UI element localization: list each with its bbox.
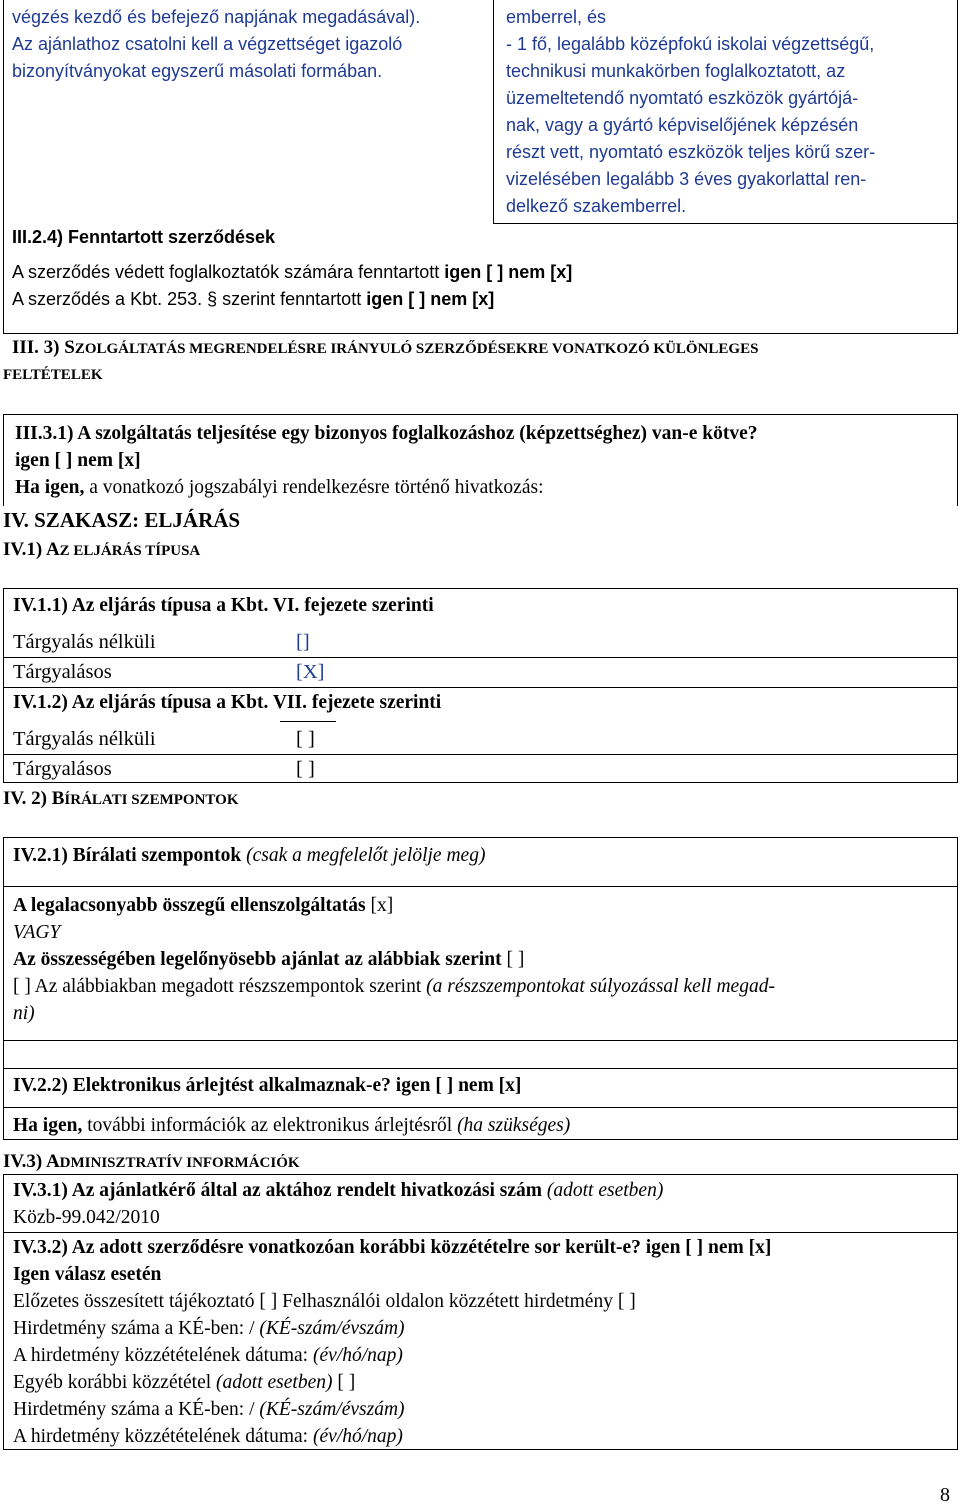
- criteria-heading-italic: (csak a megfelelőt jelölje meg): [241, 845, 486, 866]
- table-rule: [3, 1232, 958, 1233]
- prior-line-text: Egyéb korábbi közzététel: [13, 1372, 217, 1393]
- procedure-vii-row-checkbox[interactable]: [ ]: [296, 758, 315, 780]
- reserved-line-1-choice: igen [ ] nem [x]: [444, 262, 573, 282]
- page-number: 8: [940, 1484, 950, 1506]
- criteria-best-value-checkbox[interactable]: [ ]: [501, 949, 525, 970]
- prior-publication-line: [13, 1342, 403, 1369]
- procedure-vi-row-label: Tárgyalás nélküli: [13, 631, 156, 653]
- section-4-1-num: IV.1) A: [3, 539, 60, 560]
- criteria-best-value: [13, 946, 524, 973]
- procedure-vii-heading: IV.1.2) Az eljárás típusa a Kbt. VII. fejezete szerinti: [13, 692, 442, 713]
- auction-info: [13, 1112, 570, 1139]
- criteria-heading: [13, 842, 485, 869]
- reference-number-heading: [13, 1177, 663, 1204]
- reference-number-value: Közb-99.042/2010: [13, 1207, 160, 1228]
- auction-heading: IV.2.2) Elektronikus árlejtést alkalmaznak-e? igen [ ] nem [x]: [13, 1075, 522, 1096]
- criteria-subcriteria-text: [ ] Az alábbiakban megadott részszempontok szerint: [13, 976, 427, 997]
- section-4-2-rest: ÍRÁLATI SZEMPONTOK: [64, 792, 239, 808]
- procedure-vi-row-checkbox[interactable]: [X]: [296, 661, 325, 683]
- reserved-line-2-choice: igen [ ] nem [x]: [366, 289, 495, 309]
- table-rule: [3, 657, 958, 658]
- top-left-line: bizonyítványokat egyszerű másolati formában.: [12, 61, 383, 81]
- criteria-subcriteria-italic: (a részszempontokat súlyozással kell megad-: [426, 976, 775, 997]
- procedure-vii-row-label: Tárgyalásos: [13, 758, 112, 780]
- prior-line-text: Hirdetmény száma a KÉ-ben: /: [13, 1399, 260, 1420]
- top-left-line: végzés kezdő és befejező napjának megadásával).: [12, 7, 421, 27]
- table-rule: [3, 687, 958, 688]
- section-heading-3-2-4: III.2.4) Fenntartott szerződések: [12, 227, 276, 247]
- prior-publication-line: Előzetes összesített tájékoztató [ ] Felhasználói oldalon közzétett hirdetmény [ ]: [13, 1291, 636, 1312]
- section-4-3-rest: DMINISZTRATÍV INFORMÁCIÓK: [59, 1155, 300, 1171]
- criteria-subcriteria: [13, 973, 775, 1000]
- prior-line-checkbox[interactable]: [ ]: [332, 1372, 356, 1393]
- section-4-2-heading: [3, 785, 238, 814]
- procedure-vi-heading: IV.1.1) Az eljárás típusa a Kbt. VI. fejezete szerinti: [13, 595, 434, 616]
- section-4-3-num: IV.3) A: [3, 1151, 60, 1172]
- section-4-2-num: IV. 2) B: [3, 788, 65, 809]
- table-rule: [280, 721, 336, 722]
- reserved-line-1: [12, 259, 572, 286]
- criteria-lowest-price: [13, 892, 393, 919]
- top-right-line: részt vett, nyomtató eszközök teljes körű szer-: [506, 142, 876, 162]
- prior-line-text: A hirdetmény közzétételének dátuma:: [13, 1345, 313, 1366]
- reference-number-heading-bold: IV.3.1) Az ajánlatkérő által az aktához rendelt hivatkozási szám: [13, 1180, 543, 1201]
- top-right-line: delkező szakemberrel.: [506, 196, 687, 216]
- prior-publication-sub: Igen válasz esetén: [13, 1264, 162, 1285]
- section-4-title: IV. SZAKASZ: ELJÁRÁS: [3, 508, 241, 532]
- qualification-question: III.3.1) A szolgáltatás teljesítése egy bizonyos foglalkozáshoz (képzettséghez) van-e kötve?: [15, 423, 758, 444]
- top-right-line: - 1 fő, legalább középfokú iskolai végzettségű,: [506, 34, 875, 54]
- top-left-line: Az ajánlathoz csatolni kell a végzettséget igazoló: [12, 34, 403, 54]
- table-rule: [3, 1107, 958, 1108]
- procedure-vi-row-checkbox[interactable]: []: [296, 631, 310, 653]
- table-rule: [3, 886, 958, 887]
- prior-publication-line: [13, 1423, 403, 1450]
- auction-info-rest: további információk az elektronikus árlejtésről: [82, 1115, 458, 1136]
- top-right-line: technikusi munkakörben foglalkoztatott, az: [506, 61, 846, 81]
- reserved-line-2-text: A szerződés a Kbt. 253. § szerint fenntartott: [12, 289, 367, 309]
- reserved-line-1-text: A szerződés védett foglalkoztatók számára fenntartott: [12, 262, 445, 282]
- section-heading-3-3-rest: ZOLGÁLTATÁS MEGRENDELÉSRE IRÁNYULÓ SZERZŐDÉSEKRE VONATKOZÓ KÜLÖNLEGES: [74, 341, 759, 357]
- auction-info-italic: (ha szükséges): [457, 1115, 571, 1136]
- table-rule: [3, 754, 958, 755]
- top-right-line: emberrel, és: [506, 7, 607, 27]
- criteria-heading-bold: IV.2.1) Bírálati szempontok: [13, 845, 242, 866]
- reserved-line-2: [12, 286, 494, 313]
- prior-publication-line: [13, 1315, 405, 1342]
- prior-line-italic: (év/hó/nap): [312, 1345, 403, 1366]
- criteria-or: VAGY: [13, 922, 61, 943]
- qualification-reference: [15, 474, 544, 501]
- auction-info-bold: Ha igen,: [13, 1115, 83, 1136]
- prior-line-italic: (adott esetben): [216, 1372, 333, 1393]
- prior-publication-line: [13, 1396, 405, 1423]
- criteria-best-value-label: Az összességében legelőnyösebb ajánlat az alábbiak szerint: [13, 949, 502, 970]
- procedure-vii-row-label: Tárgyalás nélküli: [13, 728, 156, 750]
- section-heading-3-3-num: III. 3) S: [12, 337, 75, 358]
- prior-line-italic: (KÉ-szám/évszám): [259, 1318, 405, 1339]
- prior-line-text: Hirdetmény száma a KÉ-ben: /: [13, 1318, 260, 1339]
- section-heading-3-3: [12, 334, 758, 363]
- table-rule: [3, 1040, 958, 1041]
- prior-publication-heading: IV.3.2) Az adott szerződésre vonatkozóan korábbi közzétételre sor került-e? igen [ ] nem [x]: [13, 1237, 772, 1258]
- top-right-line: üzemeltetendő nyomtató eszközök gyártójá-: [506, 88, 859, 108]
- section-4-1-rest: Z ELJÁRÁS TÍPUSA: [59, 543, 201, 559]
- procedure-vii-row-checkbox[interactable]: [ ]: [296, 728, 315, 750]
- qualification-reference-rest: a vonatkozó jogszabályi rendelkezésre történő hivatkozás:: [84, 477, 544, 498]
- reference-number-heading-italic: (adott esetben): [542, 1180, 664, 1201]
- prior-line-italic: (KÉ-szám/évszám): [259, 1399, 405, 1420]
- top-right-line: vizelésében legalább 3 éves gyakorlattal ren-: [506, 169, 867, 189]
- section-4-3-heading: [3, 1148, 300, 1177]
- prior-line-italic: (év/hó/nap): [312, 1426, 403, 1447]
- criteria-lowest-price-label: A legalacsonyabb összegű ellenszolgáltatás: [13, 895, 366, 916]
- qualification-answer: igen [ ] nem [x]: [15, 450, 141, 471]
- criteria-subcriteria-line2: ni): [13, 1003, 35, 1024]
- prior-line-text: A hirdetmény közzétételének dátuma:: [13, 1426, 313, 1447]
- section-4-1-heading: [3, 536, 200, 565]
- section-heading-3-3-line2: FELTÉTELEK: [3, 367, 103, 383]
- qualification-reference-bold: Ha igen,: [15, 477, 85, 498]
- criteria-lowest-price-checkbox[interactable]: [x]: [365, 895, 394, 916]
- table-rule: [3, 1068, 958, 1069]
- prior-publication-line: [13, 1369, 355, 1396]
- top-right-line: nak, vagy a gyártó képviselőjének képzésén: [506, 115, 859, 135]
- procedure-vi-row-label: Tárgyalásos: [13, 661, 112, 683]
